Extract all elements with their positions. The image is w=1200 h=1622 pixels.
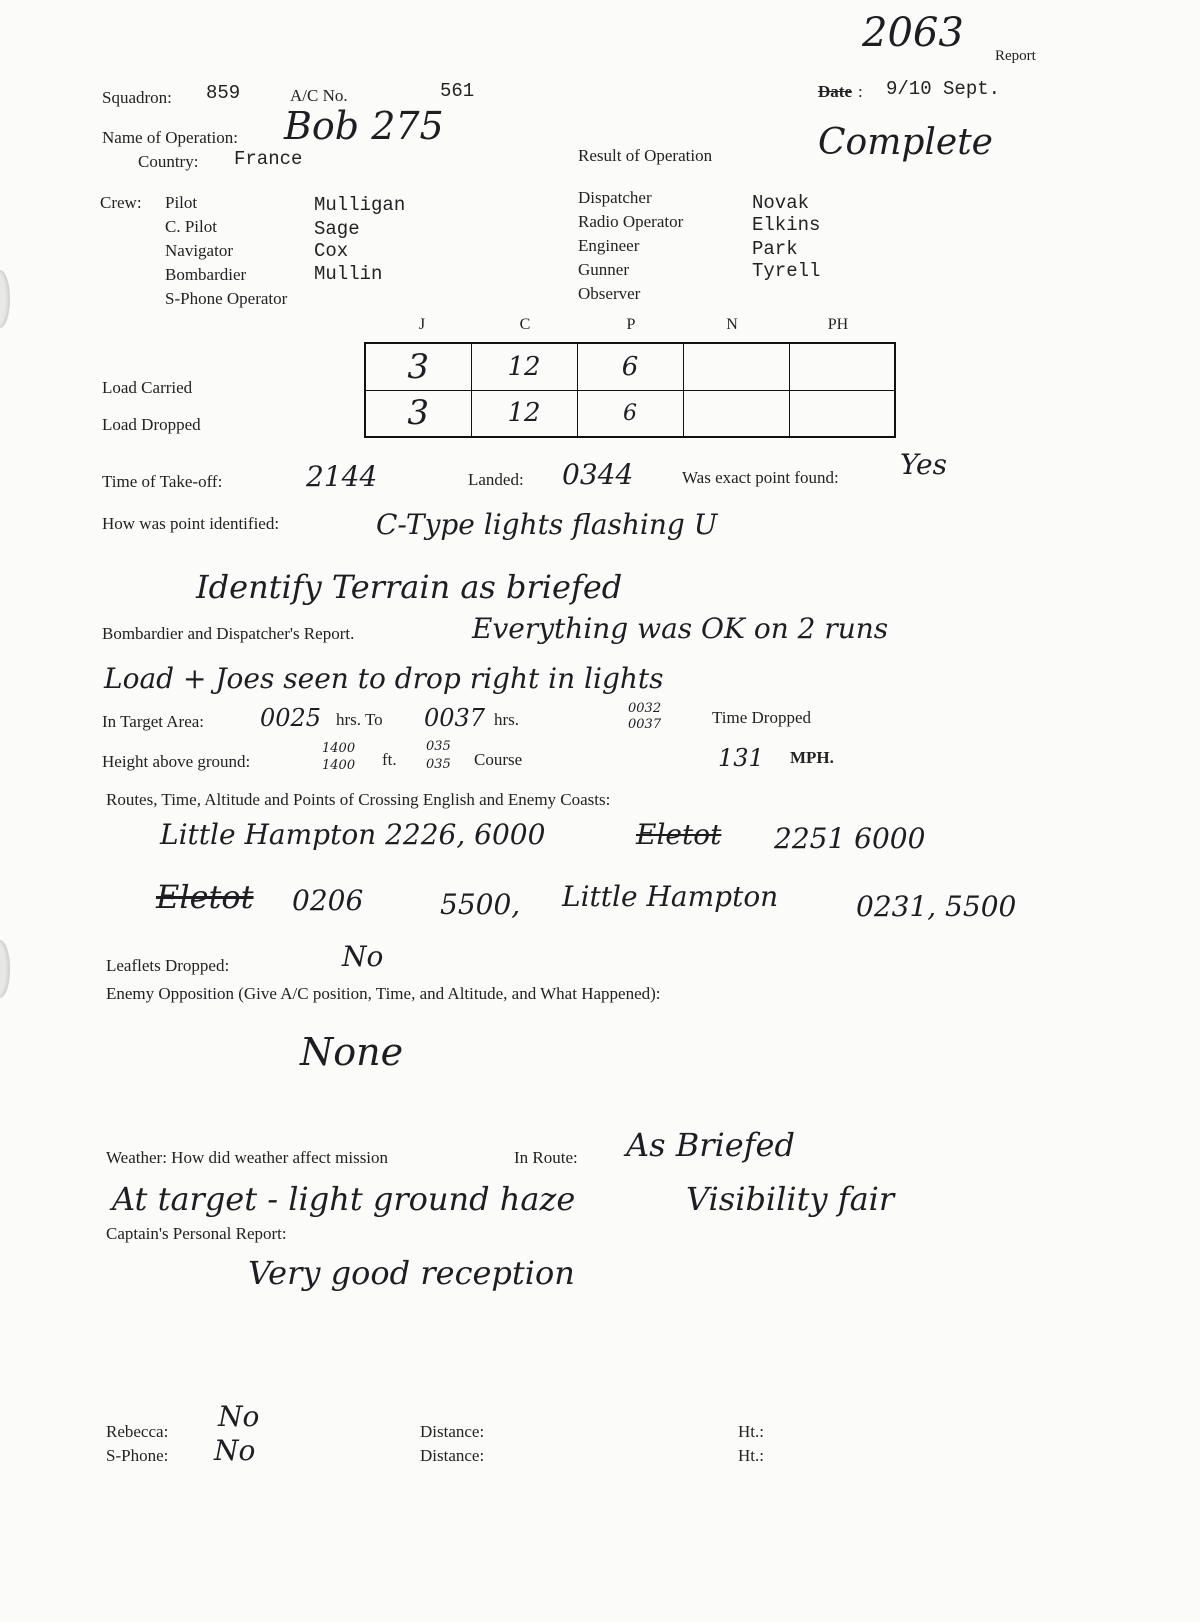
crew-role-navigator: Navigator <box>165 241 233 260</box>
routes-line1-c: 2251 6000 <box>774 822 926 855</box>
exact-point-label: Was exact point found: <box>682 468 839 487</box>
identified-label: How was point identified: <box>102 514 280 533</box>
crew-name-copilot: Sage <box>314 218 360 240</box>
leaflets-label: Leaflets Dropped: <box>106 956 230 975</box>
load-col-n: N <box>726 316 738 333</box>
load-carried-row <box>365 343 895 390</box>
crew-role-bombardier: Bombardier <box>165 265 247 284</box>
sphone-distance-label: Distance: <box>420 1446 485 1465</box>
target-area-label: In Target Area: <box>102 712 205 731</box>
speed-value: 131 <box>718 744 764 772</box>
load-cell <box>789 343 895 390</box>
load-col-j: J <box>418 316 426 333</box>
load-cell <box>683 343 789 390</box>
rebecca-value: No <box>218 1400 260 1433</box>
load-cell: 3 <box>365 343 471 390</box>
load-cell <box>789 390 895 437</box>
exact-point-value: Yes <box>900 448 947 481</box>
date-label-struck: Date <box>818 82 852 101</box>
opposition-label: Enemy Opposition (Give A/C position, Time, and Altitude, and What Happened): <box>106 984 661 1003</box>
load-cell: 6 <box>577 390 683 437</box>
routes-line1-b-struck: Eletot <box>636 818 722 851</box>
routes-line2-c: 5500, <box>440 888 521 921</box>
load-col-ph: PH <box>827 316 849 333</box>
crew-role-dispatcher: Dispatcher <box>578 188 652 207</box>
bd-report-label: Bombardier and Dispatcher's Report. <box>102 624 355 643</box>
load-cell: 3 <box>365 390 471 437</box>
crew-name-radio: Elkins <box>752 214 821 236</box>
landed-label: Landed: <box>468 470 524 489</box>
takeoff-label: Time of Take-off: <box>102 472 223 491</box>
date-colon: : <box>858 82 863 101</box>
date-value: 9/10 Sept. <box>886 78 1001 100</box>
crew-role-copilot: C. Pilot <box>165 217 217 236</box>
report-number: 2063 <box>862 10 964 56</box>
rebecca-distance-label: Distance: <box>420 1422 485 1441</box>
report-label: Report <box>995 48 1036 64</box>
load-cell: 12 <box>471 343 577 390</box>
sphone-value: No <box>214 1434 256 1467</box>
crew-name-navigator: Cox <box>314 240 349 262</box>
mph-label: MPH. <box>790 748 834 767</box>
hrs-label: hrs. <box>494 710 520 729</box>
crew-role-sphone: S-Phone Operator <box>165 289 288 308</box>
crew-role-engineer: Engineer <box>578 236 640 255</box>
target-to-value: 0037 <box>424 704 486 732</box>
squadron-value: 859 <box>206 82 241 104</box>
load-dropped-row <box>365 390 895 437</box>
squadron-label: Squadron: <box>102 88 172 107</box>
routes-line2-e: 0231, 5500 <box>856 890 1017 923</box>
time-dropped-label: Time Dropped <box>712 708 812 727</box>
height-label: Height above ground: <box>102 752 251 771</box>
crew-label: Crew: <box>100 193 142 212</box>
crew-role-radio: Radio Operator <box>578 212 684 231</box>
rebecca-label: Rebecca: <box>106 1422 169 1441</box>
binder-hole <box>0 270 10 328</box>
sphone-ht-label: Ht.: <box>738 1446 764 1465</box>
course-value-1: 035 <box>426 739 451 754</box>
time-dropped-2: 0037 <box>628 717 662 732</box>
hrs-to-label: hrs. To <box>336 710 383 729</box>
load-cell: 6 <box>577 343 683 390</box>
crew-role-gunner: Gunner <box>578 260 629 279</box>
routes-line2-b: 0206 <box>292 884 364 917</box>
rebecca-ht-label: Ht.: <box>738 1422 764 1441</box>
visibility-value: Visibility fair <box>686 1180 895 1218</box>
identified-line2: Identify Terrain as briefed <box>196 568 623 606</box>
ac-value: 561 <box>440 80 475 102</box>
crew-role-observer: Observer <box>578 284 641 303</box>
crew-name-dispatcher: Novak <box>752 192 810 214</box>
country-value: France <box>234 148 303 170</box>
crew-name-pilot: Mulligan <box>314 194 406 216</box>
load-carried-label: Load Carried <box>102 378 193 397</box>
result-label: Result of Operation <box>578 146 713 165</box>
time-dropped-1: 0032 <box>628 701 662 716</box>
bd-report-line1: Everything was OK on 2 runs <box>472 612 889 645</box>
weather-label: Weather: How did weather affect mission <box>106 1148 389 1167</box>
landed-value: 0344 <box>562 458 634 491</box>
course-value-2: 035 <box>426 757 451 772</box>
routes-line2-d: Little Hampton <box>562 880 779 913</box>
opposition-value: None <box>300 1030 404 1074</box>
weather-target-value: At target - light ground haze <box>112 1180 576 1218</box>
routes-line1-a: Little Hampton 2226, 6000 <box>160 818 546 851</box>
binder-hole <box>0 940 10 998</box>
identified-line1: C-Type lights flashing U <box>376 508 718 541</box>
bd-report-line2: Load + Joes seen to drop right in lights <box>104 662 664 695</box>
crew-name-engineer: Park <box>752 238 798 260</box>
takeoff-value: 2144 <box>306 460 378 493</box>
load-cell: 12 <box>471 390 577 437</box>
in-route-label: In Route: <box>514 1148 578 1167</box>
crew-role-pilot: Pilot <box>165 193 198 212</box>
load-cell <box>683 390 789 437</box>
load-table <box>364 342 896 438</box>
result-value: Complete <box>818 122 993 163</box>
ft-label: ft. <box>382 750 397 769</box>
load-dropped-label: Load Dropped <box>102 415 201 434</box>
in-route-value: As Briefed <box>626 1126 795 1164</box>
captain-report-value: Very good reception <box>248 1254 575 1292</box>
country-label: Country: <box>138 152 199 171</box>
leaflets-value: No <box>342 940 384 973</box>
sphone-label: S-Phone: <box>106 1446 169 1465</box>
crew-name-bombardier: Mullin <box>314 263 383 285</box>
ac-label: A/C No. <box>290 86 348 105</box>
routes-line2-a-struck: Eletot <box>156 878 254 916</box>
operation-label: Name of Operation: <box>102 128 238 147</box>
routes-label: Routes, Time, Altitude and Points of Crossing English and Enemy Coasts: <box>106 790 611 809</box>
target-from-value: 0025 <box>260 704 322 732</box>
load-col-c: C <box>519 316 531 333</box>
height-value-1: 1400 <box>322 741 356 756</box>
course-label: Course <box>474 750 523 769</box>
operation-value: Bob 275 <box>284 104 444 148</box>
load-col-p: P <box>626 316 636 333</box>
crew-name-gunner: Tyrell <box>752 260 821 282</box>
height-value-2: 1400 <box>322 758 356 773</box>
captain-report-label: Captain's Personal Report: <box>106 1224 287 1243</box>
